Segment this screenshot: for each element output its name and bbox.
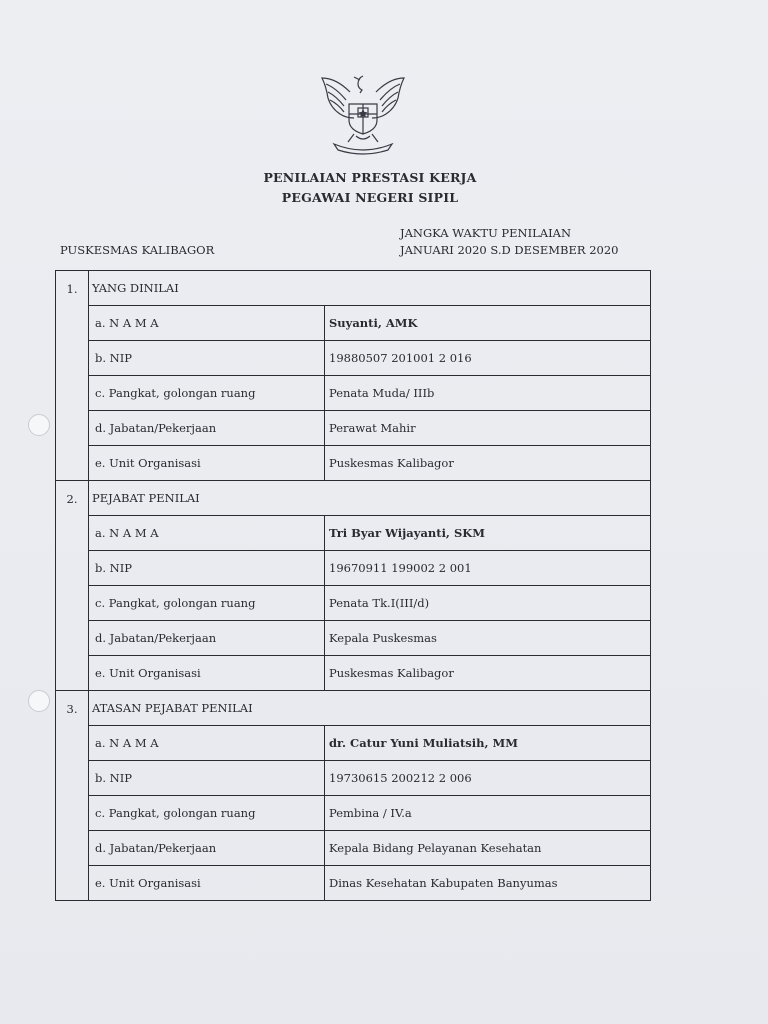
field-value: Puskesmas Kalibagor bbox=[325, 656, 651, 691]
table-row bbox=[56, 831, 651, 866]
field-label: e. Unit Organisasi bbox=[89, 656, 325, 691]
table-row bbox=[56, 761, 651, 796]
field-label: a. N A M A bbox=[89, 726, 325, 761]
field-label: c. Pangkat, golongan ruang bbox=[89, 796, 325, 831]
field-value: Pembina / IV.a bbox=[325, 796, 651, 831]
field-label: c. Pangkat, golongan ruang bbox=[89, 586, 325, 621]
assessment-identity-table bbox=[55, 270, 651, 901]
field-value: dr. Catur Yuni Muliatsih, MM bbox=[325, 726, 651, 761]
field-label: d. Jabatan/Pekerjaan bbox=[89, 621, 325, 656]
field-label: a. N A M A bbox=[89, 516, 325, 551]
field-value: 19730615 200212 2 006 bbox=[325, 761, 651, 796]
table-row bbox=[56, 516, 651, 551]
punch-hole-bottom bbox=[28, 690, 50, 712]
field-value: Suyanti, AMK bbox=[325, 306, 651, 341]
period-value: JANUARI 2020 S.D DESEMBER 2020 bbox=[400, 243, 619, 257]
punch-hole-top bbox=[28, 414, 50, 436]
table-row bbox=[56, 376, 651, 411]
field-value: Kepala Bidang Pelayanan Kesehatan bbox=[325, 831, 651, 866]
table-row bbox=[56, 726, 651, 761]
field-value: Puskesmas Kalibagor bbox=[325, 446, 651, 481]
field-label: b. NIP bbox=[89, 551, 325, 586]
field-label: e. Unit Organisasi bbox=[89, 446, 325, 481]
table-row bbox=[56, 411, 651, 446]
field-value: Tri Byar Wijayanti, SKM bbox=[325, 516, 651, 551]
field-label: b. NIP bbox=[89, 761, 325, 796]
table-row bbox=[56, 586, 651, 621]
field-label: d. Jabatan/Pekerjaan bbox=[89, 831, 325, 866]
field-value: Kepala Puskesmas bbox=[325, 621, 651, 656]
table-row bbox=[56, 551, 651, 586]
table-row bbox=[56, 621, 651, 656]
field-label: a. N A M A bbox=[89, 306, 325, 341]
period-label: JANGKA WAKTU PENILAIAN bbox=[400, 226, 572, 240]
section-row bbox=[56, 481, 651, 516]
section-heading: ATASAN PEJABAT PENILAI bbox=[89, 691, 651, 726]
field-value: Penata Tk.I(III/d) bbox=[325, 586, 651, 621]
unit-name: PUSKESMAS KALIBAGOR bbox=[60, 243, 215, 257]
garuda-emblem-icon bbox=[316, 70, 410, 160]
field-value: Penata Muda/ IIIb bbox=[325, 376, 651, 411]
table-row bbox=[56, 341, 651, 376]
table-row bbox=[56, 446, 651, 481]
field-label: e. Unit Organisasi bbox=[89, 866, 325, 901]
field-label: d. Jabatan/Pekerjaan bbox=[89, 411, 325, 446]
section-heading: PEJABAT PENILAI bbox=[89, 481, 651, 516]
field-value: Dinas Kesehatan Kabupaten Banyumas bbox=[325, 866, 651, 901]
table-row bbox=[56, 306, 651, 341]
section-number: 1. bbox=[56, 271, 89, 481]
table-row bbox=[56, 656, 651, 691]
field-label: c. Pangkat, golongan ruang bbox=[89, 376, 325, 411]
field-value: 19670911 199002 2 001 bbox=[325, 551, 651, 586]
section-heading: YANG DINILAI bbox=[89, 271, 651, 306]
document-title-line2: PEGAWAI NEGERI SIPIL bbox=[281, 190, 459, 205]
field-value: Perawat Mahir bbox=[325, 411, 651, 446]
table-row bbox=[56, 866, 651, 901]
section-row bbox=[56, 691, 651, 726]
section-number: 3. bbox=[56, 691, 89, 901]
field-label: b. NIP bbox=[89, 341, 325, 376]
section-row bbox=[56, 271, 651, 306]
table-row bbox=[56, 796, 651, 831]
field-value: 19880507 201001 2 016 bbox=[325, 341, 651, 376]
document-title-line1: PENILAIAN PRESTASI KERJA bbox=[263, 170, 477, 185]
section-number: 2. bbox=[56, 481, 89, 691]
